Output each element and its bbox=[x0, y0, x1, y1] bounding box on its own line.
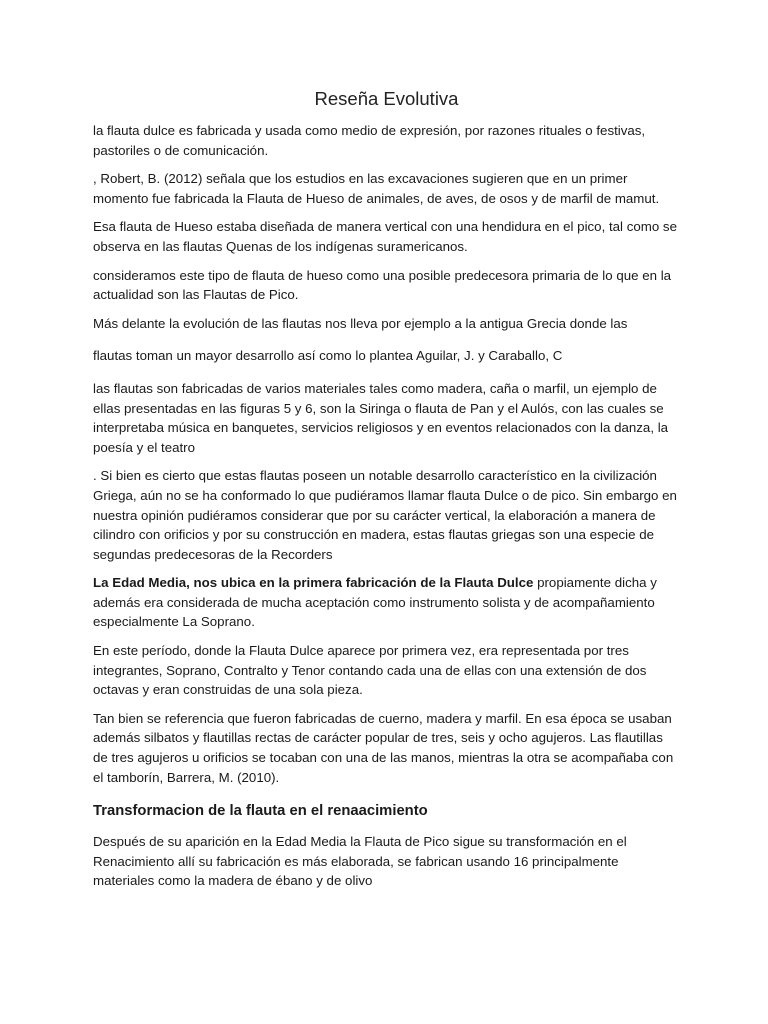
paragraph-edad-media bbox=[93, 573, 680, 632]
paragraph-griega: . Si bien es cierto que estas flautas poseen un notable desarrollo característico en la civilización Griega, aún no se ha conformado lo que pudiéramos llamar flauta Dulce o de pico. Sin embargo en nuestra opinión pudiéramos considerar que por su carácter vertical, la elaboración a manera de cilindro con orificios y por su construcción en madera, estas flautas griegas son una especie de segundas predecesoras de la Recorders bbox=[93, 468, 677, 562]
paragraph-materiales: las flautas son fabricadas de varios materiales tales como madera, caña o marfil, un ejemplo de ellas presentadas en las figuras 5 y 6, son la Siringa o flauta de Pan y el Aulós, con las cuales se interpretaba música en banquetes, servicios religiosos y en eventos relacionados con la danza, la poesía y el teatro bbox=[93, 380, 669, 455]
paragraph-grecia: Más delante la evolución de las flautas nos lleva por ejemplo a la antigua Grecia donde las bbox=[93, 315, 628, 331]
paragraph-cuerno: Tan bien se referencia que fueron fabricadas de cuerno, madera y marfil. En esa época se usaban además silbatos y flautillas rectas de carácter popular de tres, seis y ocho agujeros. Las flautillas de tres agujeros u orificios se tocaban con una de las manos, mientras la otra se acompañaba con el tamborín, Barrera, M. (2010). bbox=[93, 710, 674, 785]
paragraph-renacimiento: Después de su aparición en la Edad Media la Flauta de Pico sigue su transformación en el Renacimiento allí su fabricación es más elaborada, se fabrican usando 16 principalmente materiales como la madera de ébano y de olivo bbox=[93, 834, 627, 889]
edad-media-rest: propiamente dicha y además era considerada de mucha aceptación como instrumento solista y de acompañamiento especialmente La Soprano. bbox=[93, 575, 657, 630]
edad-media-bold-lead: La Edad Media, nos ubica en la primera fabricación de la Flauta Dulce bbox=[93, 575, 534, 591]
paragraph-robert: , Robert, B. (2012) señala que los estudios en las excavaciones sugieren que en un primer momento fue fabricada la Flauta de Hueso de animales, de aves, de osos y de marfil de mamut. bbox=[93, 171, 660, 206]
paragraph-hueso: Esa flauta de Hueso estaba diseñada de manera vertical con una hendidura en el pico, tal como se observa en las flautas Quenas de los indígenas suramericanos. bbox=[93, 219, 677, 254]
paragraph-aguilar: flautas toman un mayor desarrollo así como lo plantea Aguilar, J. y Caraballo, C bbox=[93, 348, 563, 364]
paragraph-predecesora: consideramos este tipo de flauta de hueso como una posible predecesora primaria de lo que en la actualidad son las Flautas de Pico. bbox=[93, 267, 672, 303]
paragraph-periodo: En este período, donde la Flauta Dulce aparece por primera vez, era representada por tres integrantes, Soprano, Contralto y Tenor contando cada una de ellas con una extensión de dos octavas y eran construidas de una sola pieza. bbox=[93, 643, 647, 698]
document-title: Reseña Evolutiva bbox=[314, 88, 459, 109]
section-heading-renacimiento: Transformacion de la flauta en el renaacimiento bbox=[93, 803, 428, 820]
paragraph-intro: la flauta dulce es fabricada y usada como medio de expresión, por razones rituales o festivas, pastoriles o de comunicación. bbox=[93, 123, 646, 158]
